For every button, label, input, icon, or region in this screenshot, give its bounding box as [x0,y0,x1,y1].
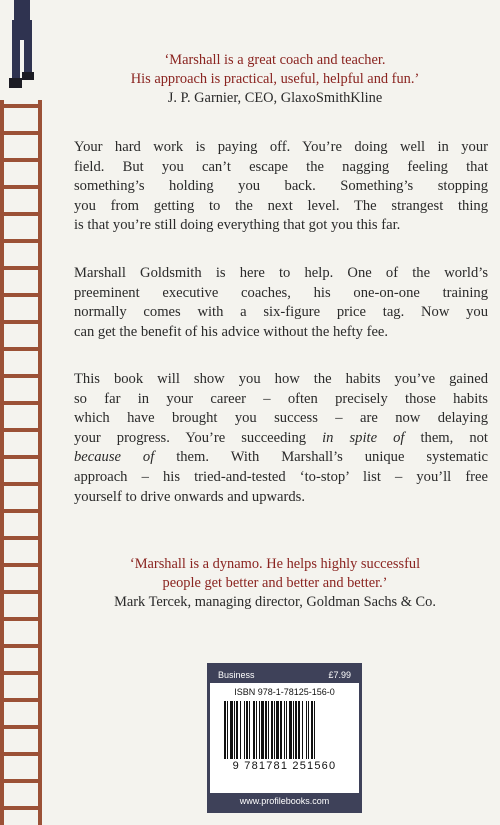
text-span: your progress. You’re succeeding [74,429,323,446]
testimonial-top [60,51,490,108]
text-line: field. But you can’t escape the nagging feeling that [74,158,488,175]
quote-line: His approach is practical, useful, helpful and fun.’ [130,71,420,87]
text-line: normally comes with a six-figure price tag. Now you [74,304,488,321]
text-line: Marshall Goldsmith is here to help. One of the world’s [74,265,488,281]
category-label: Business [218,669,255,680]
quote-line: ‘Marshall is a great coach and teacher. [164,52,386,68]
text-line [74,448,488,468]
paragraph-hard-work [74,138,488,236]
text-line: yourself to drive onwards and upwards. [74,488,306,505]
quote-attribution: Mark Tercek, managing director, Goldman Sachs & Co. [114,594,436,610]
paragraph-goldsmith [74,264,488,342]
testimonial-bottom [60,555,490,612]
text-line: can get the benefit of his advice without the hefty fee. [74,323,389,340]
text-line: something’s holding you back. Something’s stopping [74,178,488,195]
isbn-label: ISBN 978-1-78125-156-0 [234,687,335,697]
price-label: £7.99 [328,669,351,680]
text-span: them. With Marshall’s unique systematic [154,449,488,466]
barcode-icon [222,701,347,759]
barcode-header [210,666,359,683]
text-line: so far in your career – often precisely those habits [74,390,488,407]
publisher-website: www.profilebooks.com [210,793,359,810]
emphasis-text: in spite of [322,429,405,446]
paragraph-book-habits [74,370,488,507]
barcode-block [207,663,362,813]
emphasis-text: because of [74,449,155,466]
ladder-illustration [0,0,50,825]
text-line: This book will show you how the habits you’ve gained [74,371,488,387]
text-line: Your hard work is paying off. You’re doing well in your [74,139,488,155]
text-line: preeminent executive coaches, his one-on-one training [74,284,488,301]
barcode-digits: 9 781781 251560 [232,760,337,772]
quote-attribution: J. P. Garnier, CEO, GlaxoSmithKline [167,90,383,106]
text-line: is that you’re still doing everything that got you this far. [74,217,401,234]
text-line [74,429,488,449]
text-line: you from getting to the next level. The strangest thing [74,197,488,214]
climbing-figure-icon [9,0,34,88]
quote-line: people get better and better and better.’ [162,575,388,591]
text-line: which have brought you success – are now delaying [74,410,488,427]
text-line: approach – his tried-and-tested ‘to-stop’ list – you’ll free [74,468,488,485]
quote-line: ‘Marshall is a dynamo. He helps highly successful [129,556,421,572]
text-span: them, not [404,429,488,446]
